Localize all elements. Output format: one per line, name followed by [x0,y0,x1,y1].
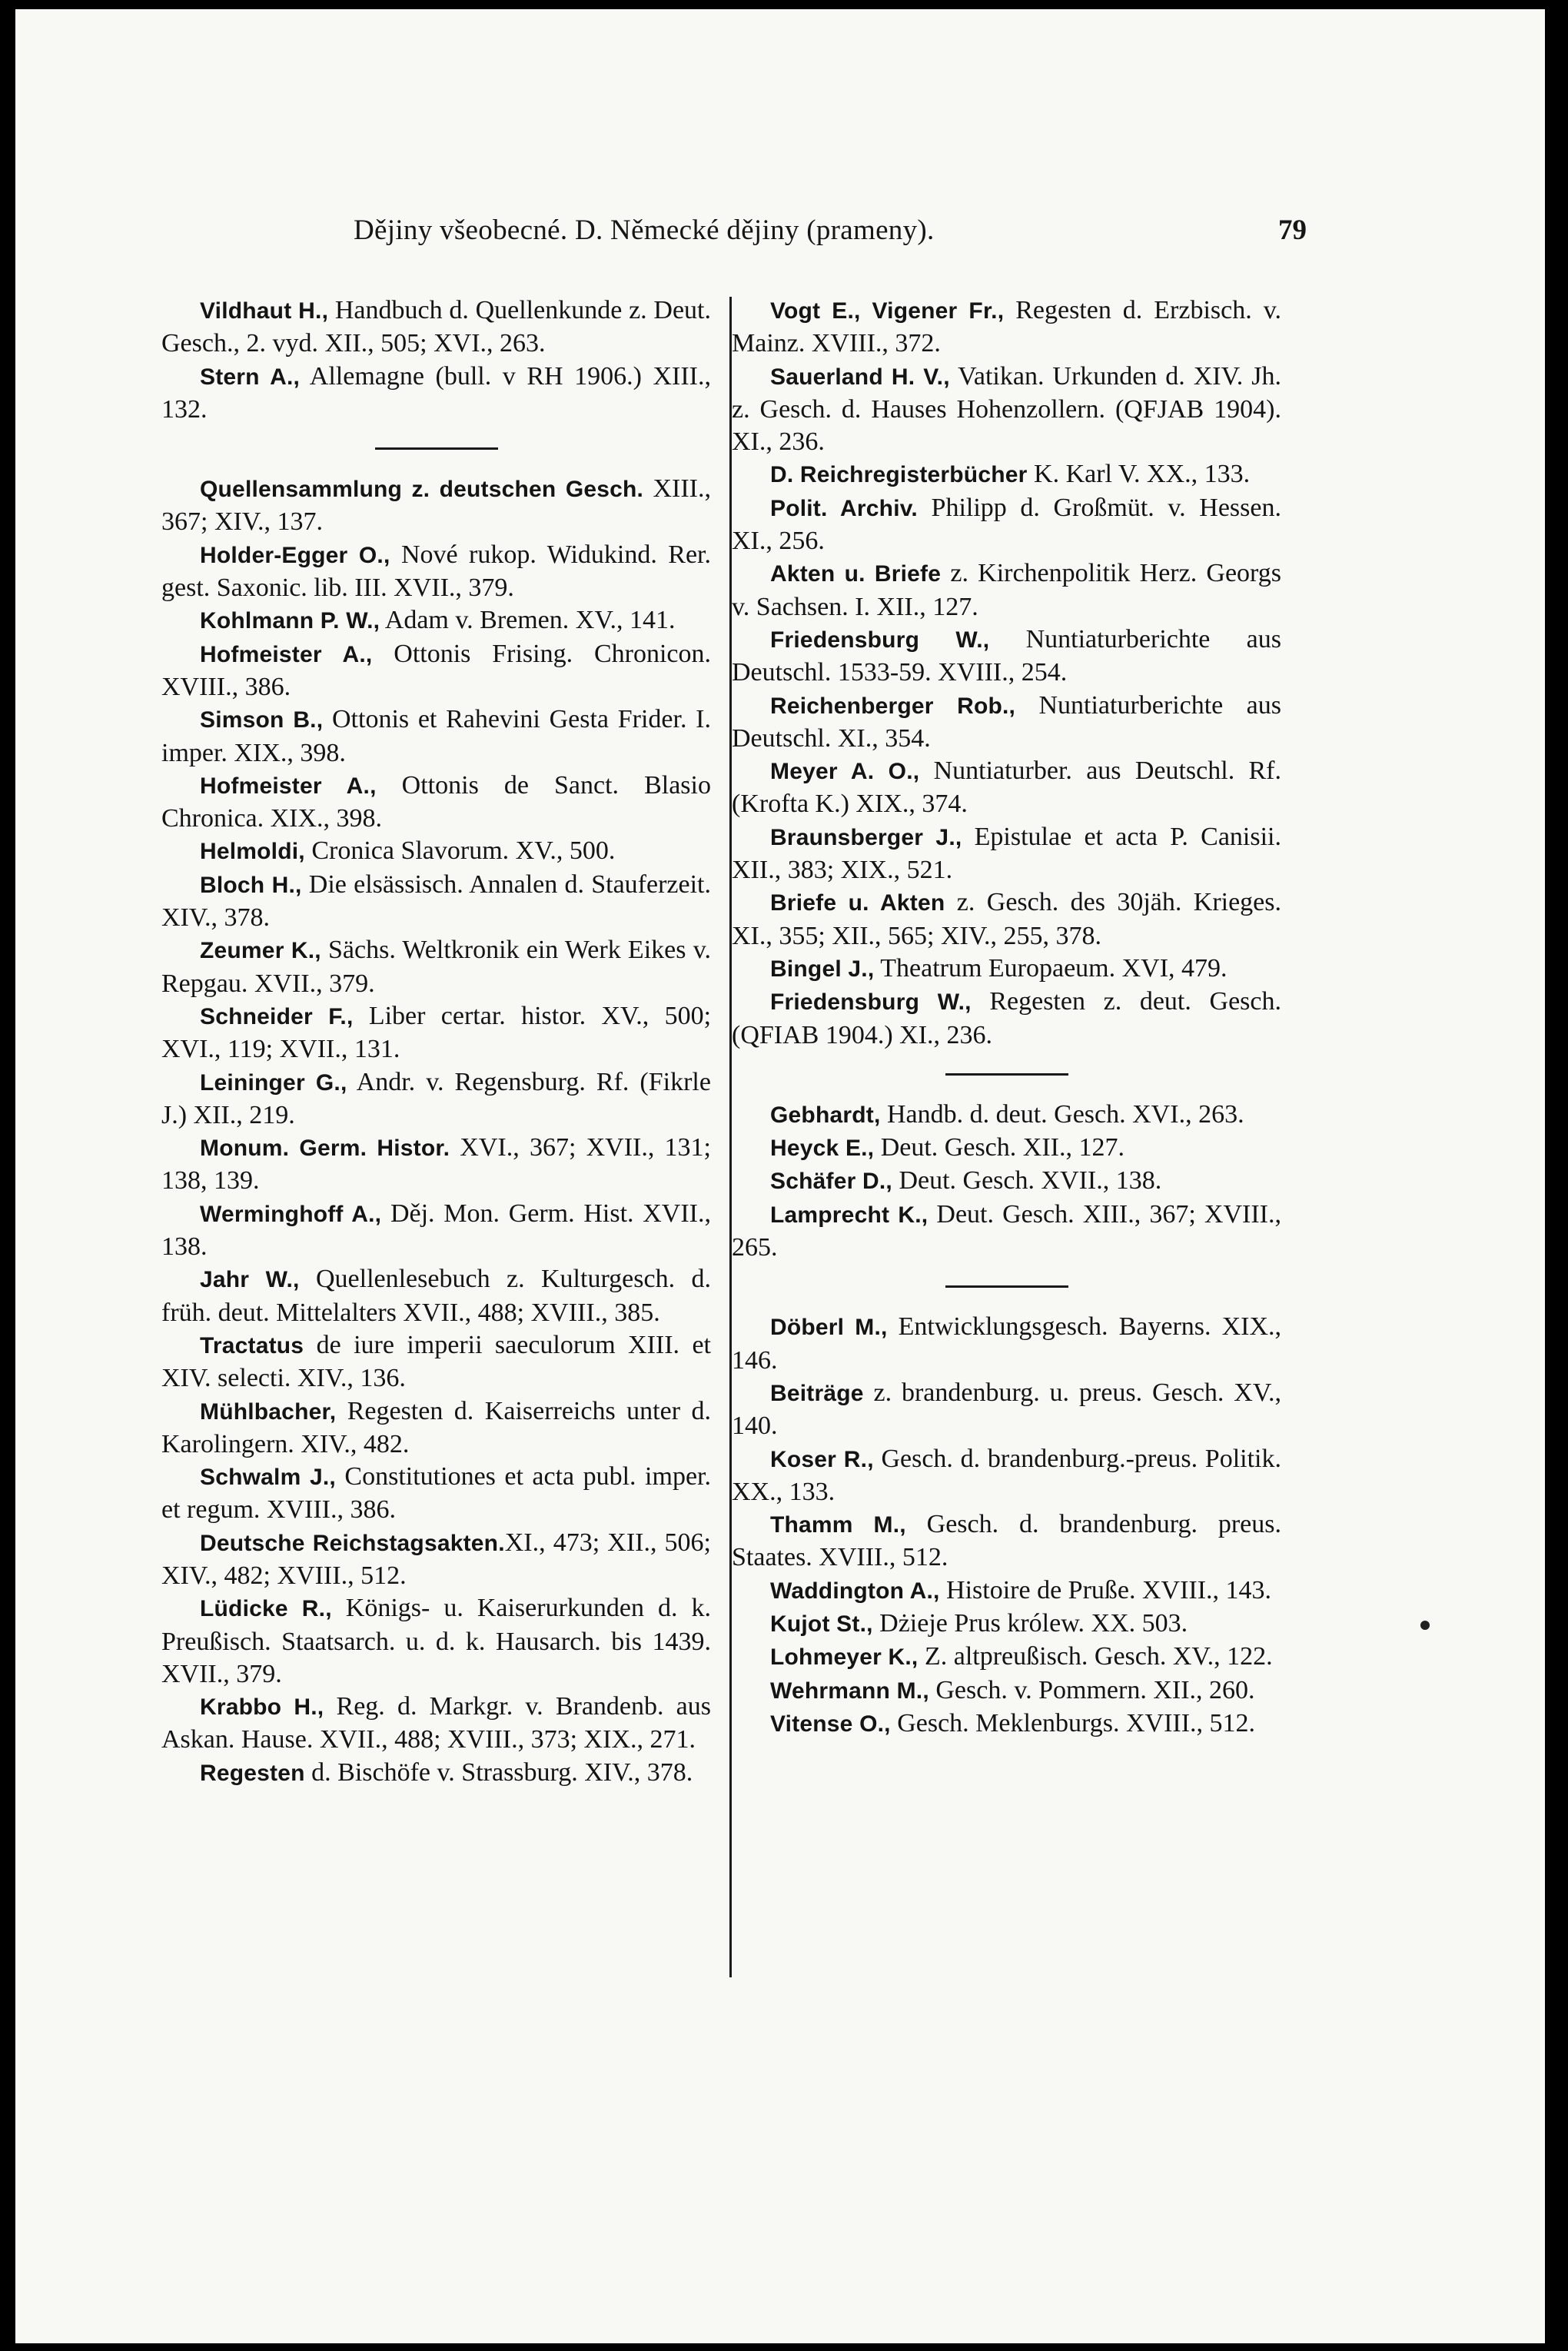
bibliography-entry [161,1691,711,1757]
entry-citation: Nuntiaturberichte aus Deutschl. XI., 354. [732,690,1281,753]
bibliography-entry [161,770,711,836]
entry-author: Akten u. Briefe [770,561,942,587]
entry-author: Deutsche Reichstagsakten. [200,1530,505,1556]
entry-citation: Die elsässisch. Annalen d. Stauferzeit. XIV., 378. [161,870,711,933]
bibliography-entry [161,1329,711,1395]
entry-author: Braunsberger J., [770,824,962,850]
entry-author: Waddington A., [770,1578,940,1604]
entry-citation: Andr. v. Regensburg. Rf. (Fikrle J.) XII., 219. [161,1067,711,1129]
entry-citation: Nuntiaturber. aus Deutschl. Rf. (Krofta K.) XIX., 374. [732,757,1281,819]
bibliography-entry [732,1165,1281,1198]
entry-citation: XVI., 367; XVII., 131; 138, 139. [161,1133,711,1195]
bibliography-entry [161,638,711,704]
entry-author: Mühlbacher, [200,1398,337,1425]
entry-citation: Cronica Slavorum. XV., 500. [304,836,616,866]
entry-citation: Gesch. Meklenburgs. XVIII., 512. [890,1708,1256,1737]
bibliography-entry [732,1508,1281,1575]
entry-author: Schäfer D., [770,1169,892,1195]
bibliography-entry [732,1132,1281,1165]
entry-citation: XIII., 367; XIV., 137. [161,474,711,537]
bibliography-entry [161,703,711,770]
entry-author: Sauerland H. V., [770,364,950,390]
entry-author: Vitense O., [770,1711,891,1737]
bibliography-entry [161,835,711,868]
bibliography-entry [161,473,711,539]
margin-dot [1420,1621,1430,1630]
entry-author: Kujot St., [770,1611,873,1637]
entry-citation: Děj. Mon. Germ. Hist. XVII., 138. [161,1199,712,1262]
bibliography-entry [161,1198,711,1264]
entry-author: Holder-Egger O., [200,542,390,568]
entry-author: Briefe u. Akten [770,890,945,916]
entry-author: Bloch H., [200,872,302,898]
entry-author: Gebhardt, [770,1102,881,1128]
bibliography-entry [732,492,1281,558]
entry-author: Meyer A. O., [770,759,920,785]
entry-author: Vogt E., Vigener Fr., [770,298,1005,324]
entry-author: Heyck E., [770,1136,875,1162]
bibliography-entry [161,934,711,1000]
section-separator [945,1285,1068,1288]
entry-citation: Nové rukop. Widukind. Rer. gest. Saxonic. lib. III. XVII., 379. [161,540,711,603]
entry-citation: Epistulae et acta P. Canisii. XII., 383; XIX., 521. [732,822,1281,885]
section-separator [375,447,498,450]
entry-citation: Nuntiaturberichte aus Deutschl. 1533-59. XVIII., 254. [732,624,1281,687]
entry-citation: Liber certar. histor. XV., 500; XVI., 119; XVII., 131. [161,1001,712,1064]
entry-citation: Ottonis de Sanct. Blasio Chronica. XIX., 398. [161,770,711,833]
entry-citation: Entwicklungsgesch. Bayerns. XIX., 146. [732,1312,1281,1375]
bibliography-entry [161,604,711,637]
entry-citation: Adam v. Bremen. XV., 141. [380,606,676,635]
entry-author: Wehrmann M., [770,1678,929,1704]
entry-citation: Gesch. d. brandenburg.-preus. Politik. XX., 133. [732,1444,1281,1506]
entry-author: Friedensburg W., [770,989,972,1016]
entry-author: Kohlmann P. W., [200,608,380,634]
bibliography-entry [732,458,1281,491]
bibliography-entry [732,1608,1281,1641]
entry-citation: Deut. Gesch. XIII., 367; XVIII., 265. [732,1199,1281,1262]
entry-citation: Constitutiones et acta publ. imper. et regum. XVIII., 386. [161,1462,711,1525]
entry-citation: K. Karl V. XX., 133. [1027,460,1251,489]
page-number: 79 [1278,214,1307,246]
bibliography-entry [732,755,1281,821]
bibliography-entry [732,361,1281,459]
entry-citation: Sächs. Weltkronik ein Werk Eikes v. Repgau. XVII., 379. [161,936,711,998]
entry-citation: Z. altpreußisch. Gesch. XV., 122. [918,1642,1273,1671]
entry-citation: z. brandenburg. u. preus. Gesch. XV., 140. [732,1378,1281,1441]
bibliography-entry [732,623,1281,690]
entry-author: Helmoldi, [200,839,305,865]
entry-author: Jahr W., [200,1267,300,1293]
entry-citation: Handbuch d. Quellenkunde z. Deut. Gesch., 2. vyd. XII., 505; XVI., 263. [161,296,711,358]
entry-author: Lüdicke R., [200,1596,332,1622]
entry-author: Stern A., [200,364,301,390]
bibliography-entry [732,886,1281,953]
entry-author: Regesten [200,1760,305,1786]
bibliography-entry [732,1575,1281,1608]
bibliography-entry [161,1395,711,1461]
bibliography-entry [161,1000,711,1066]
entry-citation: Regesten d. Erzbisch. v. Mainz. XVIII., 372. [732,296,1281,358]
bibliography-entry [161,361,711,427]
running-title: Dějiny všeobecné. D. Německé dějiny (prameny). [354,214,935,246]
entry-citation: Allemagne (bull. v RH 1906.) XIII., 132. [161,361,712,424]
entry-citation: Regesten d. Kaiserreichs unter d. Karolingern. XIV., 482. [161,1396,711,1458]
entry-citation: de iure imperii saeculorum XIII. et XIV. selecti. XIV., 136. [161,1330,711,1393]
bibliography-entry [161,1592,711,1691]
bibliography-entry [732,557,1281,623]
entry-citation: z. Kirchenpolitik Herz. Georgs v. Sachsen. I. XII., 127. [732,559,1281,621]
entry-citation: Vatikan. Urkunden d. XIV. Jh. z. Gesch. d. Hauses Hohenzollern. (QFJAB 1904). XI., 236. [732,361,1281,457]
bibliography-entry [732,986,1281,1052]
entry-author: Lamprecht K., [770,1202,929,1228]
entry-citation: Regesten z. deut. Gesch. (QFIAB 1904.) XI., 236. [732,987,1281,1049]
section-separator [945,1073,1068,1076]
bibliography-entry [732,1708,1281,1741]
bibliography-entry [732,1377,1281,1443]
entry-citation: Theatrum Europaeum. XVI, 479. [874,953,1227,983]
bibliography-entry [732,1674,1281,1708]
entry-author: Krabbo H., [200,1694,324,1721]
entry-citation: Histoire de Pruße. XVIII., 143. [939,1575,1272,1604]
left-column [161,294,711,1790]
entry-author: Lohmeyer K., [770,1644,919,1671]
bibliography-entry [732,1641,1281,1674]
bibliography-entry [161,1461,711,1527]
entry-author: Simson B., [200,707,324,733]
entry-author: Thamm M., [770,1512,906,1538]
entry-author: Zeumer K., [200,938,321,964]
entry-author: Koser R., [770,1446,874,1472]
bibliography-entry [161,539,711,605]
entry-author: Quellensammlung z. deutschen Gesch. [200,477,644,503]
entry-author: Werminghoff A., [200,1201,382,1227]
entry-author: Polit. Archiv. [770,495,918,521]
entry-author: Vildhaut H., [200,298,329,324]
entry-author: Döberl M., [770,1315,888,1341]
bibliography-entry [161,1757,711,1790]
entry-author: Monum. Germ. Histor. [200,1136,450,1162]
bibliography-entry [161,294,711,361]
bibliography-entry [161,1132,711,1198]
bibliography-entry [732,294,1281,361]
entry-author: Schneider F., [200,1003,354,1029]
entry-citation: Königs- u. Kaiserurkunden d. k. Preußisch. Staatsarch. u. d. k. Hausarch. bis 1439. XVII., 379. [161,1594,712,1688]
entry-citation: Deut. Gesch. XII., 127. [874,1133,1125,1162]
bibliography-entry [732,1099,1281,1132]
entry-author: Schwalm J., [200,1465,336,1491]
entry-citation: z. Gesch. des 30jäh. Krieges. XI., 355; XII., 565; XIV., 255, 378. [732,888,1281,950]
entry-citation: Ottonis Frising. Chronicon. XVIII., 386. [161,639,711,701]
bibliography-entry [732,1199,1281,1265]
entry-citation: Gesch. d. brandenburg. preus. Staates. XVIII., 512. [732,1510,1282,1572]
bibliography-entry [161,1527,711,1593]
bibliography-entry [732,690,1281,756]
bibliography-entry [161,1263,711,1329]
entry-author: Reichenberger Rob., [770,693,1016,719]
bibliography-entry [732,1311,1281,1377]
entry-author: Hofmeister A., [200,773,377,799]
entry-citation: d. Bischöfe v. Strassburg. XIV., 378. [304,1757,693,1787]
bibliography-entry [732,821,1281,887]
entry-author: Leininger G., [200,1069,347,1096]
right-column [732,294,1281,1741]
bibliography-entry [732,1443,1281,1509]
entry-citation: Reg. d. Markgr. v. Brandenb. aus Askan. Hause. XVII., 488; XVIII., 373; XIX., 271. [161,1692,712,1754]
entry-citation: Ottonis et Rahevini Gesta Frider. I. imper. XIX., 398. [161,705,711,767]
entry-author: Hofmeister A., [200,641,373,667]
bibliography-entry [732,953,1281,986]
entry-citation: XI., 473; XII., 506; XIV., 482; XVIII., 512. [161,1528,711,1590]
entry-author: Beiträge [770,1380,864,1406]
entry-citation: Dżieje Prus królew. XX. 503. [872,1608,1188,1638]
entry-author: D. Reichregisterbücher [770,462,1028,488]
bibliography-entry [161,1066,711,1132]
entry-citation: Quellenlesebuch z. Kulturgesch. d. früh. deut. Mittelalters XVII., 488; XVIII., 385. [161,1265,711,1327]
entry-author: Tractatus [200,1332,304,1358]
entry-citation: Philipp d. Großmüt. v. Hessen. XI., 256. [732,493,1281,556]
entry-citation: Handb. d. deut. Gesch. XVI., 263. [880,1099,1244,1129]
entry-author: Bingel J., [770,956,875,982]
entry-author: Friedensburg W., [770,627,990,653]
entry-citation: Deut. Gesch. XVII., 138. [892,1166,1162,1195]
bibliography-entry [161,869,711,935]
entry-citation: Gesch. v. Pommern. XII., 260. [929,1675,1255,1704]
